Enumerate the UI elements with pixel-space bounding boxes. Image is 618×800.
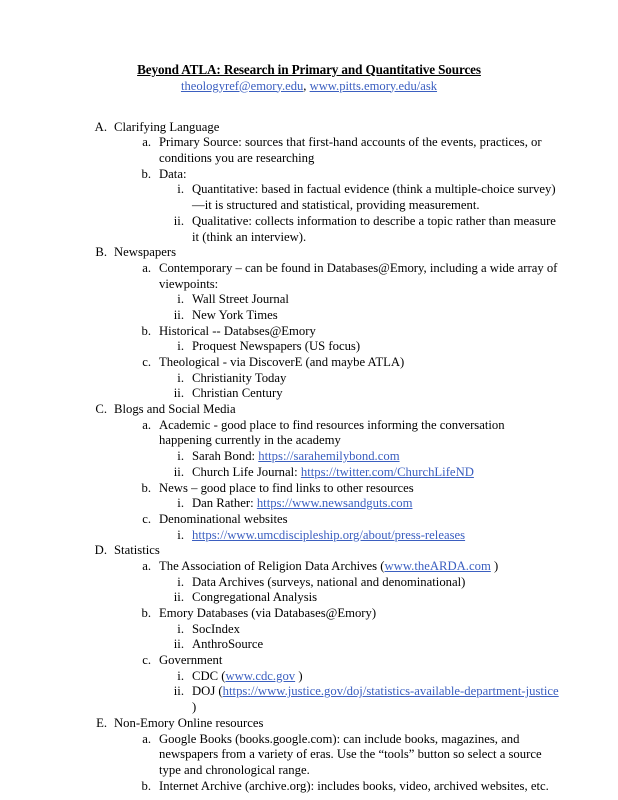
link-label: Sarah Bond: bbox=[192, 449, 259, 464]
church-life-journal-link[interactable]: https://twitter.com/ChurchLifeND bbox=[300, 464, 474, 479]
dan-rather-link[interactable]: https://www.newsandguts.com bbox=[256, 496, 413, 511]
umcdiscipleship-link[interactable]: https://www.umcdiscipleship.org/about/press-releases bbox=[192, 527, 466, 542]
list-marker: a. bbox=[142, 260, 151, 275]
list-item bbox=[58, 371, 560, 387]
list-item bbox=[58, 418, 560, 449]
list-text bbox=[192, 465, 560, 481]
page-title: Beyond ATLA: Research in Primary and Quantitative Sources bbox=[137, 62, 481, 77]
list-item bbox=[58, 496, 560, 512]
list-item bbox=[58, 512, 560, 528]
list-marker: ii. bbox=[173, 637, 184, 652]
list-marker: i. bbox=[177, 574, 184, 589]
list-item bbox=[58, 528, 560, 544]
list-item bbox=[58, 684, 560, 715]
list-text: Newspapers bbox=[114, 245, 177, 260]
list-marker: ii. bbox=[173, 307, 184, 322]
contact-separator: , bbox=[303, 78, 310, 93]
list-item bbox=[58, 716, 560, 732]
list-text: Congregational Analysis bbox=[192, 590, 318, 605]
list-text: Qualitative: collects information to describe a topic rather than measure it (think an interview). bbox=[192, 213, 556, 244]
list-item bbox=[58, 669, 560, 685]
list-marker: a. bbox=[142, 417, 151, 432]
list-marker: ii. bbox=[173, 590, 184, 605]
list-text: Wall Street Journal bbox=[192, 292, 289, 307]
list-text: SocIndex bbox=[192, 621, 240, 636]
list-text bbox=[192, 669, 560, 685]
list-marker: C. bbox=[95, 402, 107, 417]
list-item bbox=[58, 449, 560, 465]
website-link[interactable]: www.pitts.emory.edu/ask bbox=[309, 78, 438, 93]
list-item bbox=[58, 402, 560, 418]
list-item bbox=[58, 355, 560, 371]
list-text: Non-Emory Online resources bbox=[114, 715, 264, 730]
list-marker: a. bbox=[142, 135, 151, 150]
text-prefix: The Association of Religion Data Archives ( bbox=[159, 558, 385, 573]
text-suffix: ) bbox=[192, 700, 197, 715]
list-marker: ii. bbox=[173, 684, 184, 699]
list-marker: i. bbox=[177, 370, 184, 385]
list-item bbox=[58, 135, 560, 166]
list-item bbox=[58, 214, 560, 245]
list-item bbox=[58, 732, 560, 779]
list-item bbox=[58, 606, 560, 622]
list-item bbox=[58, 481, 560, 497]
list-item bbox=[58, 465, 560, 481]
list-text: Christianity Today bbox=[192, 370, 287, 385]
text-suffix: ) bbox=[295, 668, 303, 683]
list-marker: a. bbox=[142, 731, 151, 746]
list-marker: B. bbox=[95, 245, 107, 260]
list-text: Data: bbox=[159, 166, 187, 181]
list-text: Google Books (books.google.com): can include books, magazines, and newspapers from a variety of eras. Use the “tools” button so select a source type and chronological range. bbox=[159, 731, 542, 777]
list-item bbox=[58, 559, 560, 575]
list-item bbox=[58, 590, 560, 606]
list-marker: b. bbox=[141, 480, 151, 495]
list-marker: ii. bbox=[173, 213, 184, 228]
list-item bbox=[58, 167, 560, 183]
list-text: Data Archives (surveys, national and denominational) bbox=[192, 574, 466, 589]
list-text bbox=[192, 496, 560, 512]
list-marker: D. bbox=[94, 543, 107, 558]
doj-link[interactable]: https://www.justice.gov/doj/statistics-available-department-justice bbox=[222, 684, 559, 699]
link-label: Church Life Journal: bbox=[192, 464, 301, 479]
list-marker: E. bbox=[96, 715, 107, 730]
list-marker: i. bbox=[177, 292, 184, 307]
list-marker: c. bbox=[142, 355, 151, 369]
list-text: Theological - via DiscoverE (and maybe ATLA) bbox=[159, 355, 405, 369]
list-marker: b. bbox=[141, 606, 151, 620]
list-text: Academic - good place to find resources informing the conversation happening currently in the academy bbox=[159, 417, 505, 448]
list-text: Contemporary – can be found in Databases@Emory, including a wide array of viewpoints: bbox=[159, 260, 558, 291]
list-item bbox=[58, 637, 560, 653]
list-text: AnthroSource bbox=[192, 637, 264, 652]
list-marker: i. bbox=[177, 182, 184, 197]
list-item bbox=[58, 120, 560, 136]
list-item bbox=[58, 575, 560, 591]
cdc-link[interactable]: www.cdc.gov bbox=[225, 668, 296, 683]
email-link[interactable]: theologyref@emory.edu bbox=[180, 78, 304, 93]
list-marker: c. bbox=[142, 511, 151, 526]
list-text: Internet Archive (archive.org): includes books, video, archived websites, etc. bbox=[159, 778, 549, 793]
list-text bbox=[192, 684, 560, 715]
list-item bbox=[58, 245, 560, 261]
list-item bbox=[58, 543, 560, 559]
list-item bbox=[58, 261, 560, 292]
outline-body bbox=[58, 120, 560, 795]
list-marker: i. bbox=[177, 496, 184, 511]
list-item bbox=[58, 622, 560, 638]
list-marker: ii. bbox=[173, 464, 184, 479]
link-label: Dan Rather: bbox=[192, 496, 257, 511]
list-text: Quantitative: based in factual evidence (think a multiple-choice survey)—it is structured and statistical, providing measurement. bbox=[192, 182, 556, 213]
contact-line bbox=[58, 79, 560, 94]
text-suffix: ) bbox=[490, 558, 499, 573]
list-text bbox=[192, 528, 560, 544]
list-marker: c. bbox=[142, 653, 151, 668]
list-text: Christian Century bbox=[192, 386, 283, 401]
list-marker: b. bbox=[141, 166, 151, 181]
list-item bbox=[58, 324, 560, 340]
list-text: Denominational websites bbox=[159, 511, 288, 526]
list-text bbox=[192, 449, 560, 465]
list-item bbox=[58, 386, 560, 402]
arda-link[interactable]: www.theARDA.com bbox=[384, 558, 491, 573]
list-marker: i. bbox=[177, 449, 184, 464]
list-item bbox=[58, 339, 560, 355]
list-text: Government bbox=[159, 653, 223, 668]
list-marker: i. bbox=[177, 668, 184, 683]
list-item bbox=[58, 182, 560, 213]
list-marker: b. bbox=[141, 778, 151, 793]
list-item bbox=[58, 653, 560, 669]
list-item bbox=[58, 779, 560, 795]
list-text: Primary Source: sources that first-hand accounts of the events, practices, or conditions you are researching bbox=[159, 135, 542, 166]
list-marker: i. bbox=[177, 621, 184, 636]
list-text: Proquest Newspapers (US focus) bbox=[192, 339, 361, 354]
list-marker: ii. bbox=[173, 386, 184, 401]
list-item bbox=[58, 292, 560, 308]
list-text bbox=[159, 559, 560, 575]
list-text: Statistics bbox=[114, 543, 160, 558]
list-text: Blogs and Social Media bbox=[114, 402, 236, 417]
list-marker: b. bbox=[141, 323, 151, 338]
list-text: News – good place to find links to other resources bbox=[159, 480, 414, 495]
list-text: Emory Databases (via Databases@Emory) bbox=[159, 606, 377, 620]
list-marker: i. bbox=[177, 527, 184, 542]
list-text: Clarifying Language bbox=[114, 119, 220, 134]
list-marker: a. bbox=[142, 558, 151, 573]
list-marker: A. bbox=[94, 119, 107, 134]
sarah-bond-link[interactable]: https://sarahemilybond.com bbox=[258, 449, 400, 464]
list-item bbox=[58, 308, 560, 324]
text-prefix: DOJ ( bbox=[192, 684, 223, 699]
list-marker: i. bbox=[177, 339, 184, 354]
list-text: Historical -- Databses@Emory bbox=[159, 323, 316, 338]
text-prefix: CDC ( bbox=[192, 668, 226, 683]
list-text: New York Times bbox=[192, 307, 278, 322]
